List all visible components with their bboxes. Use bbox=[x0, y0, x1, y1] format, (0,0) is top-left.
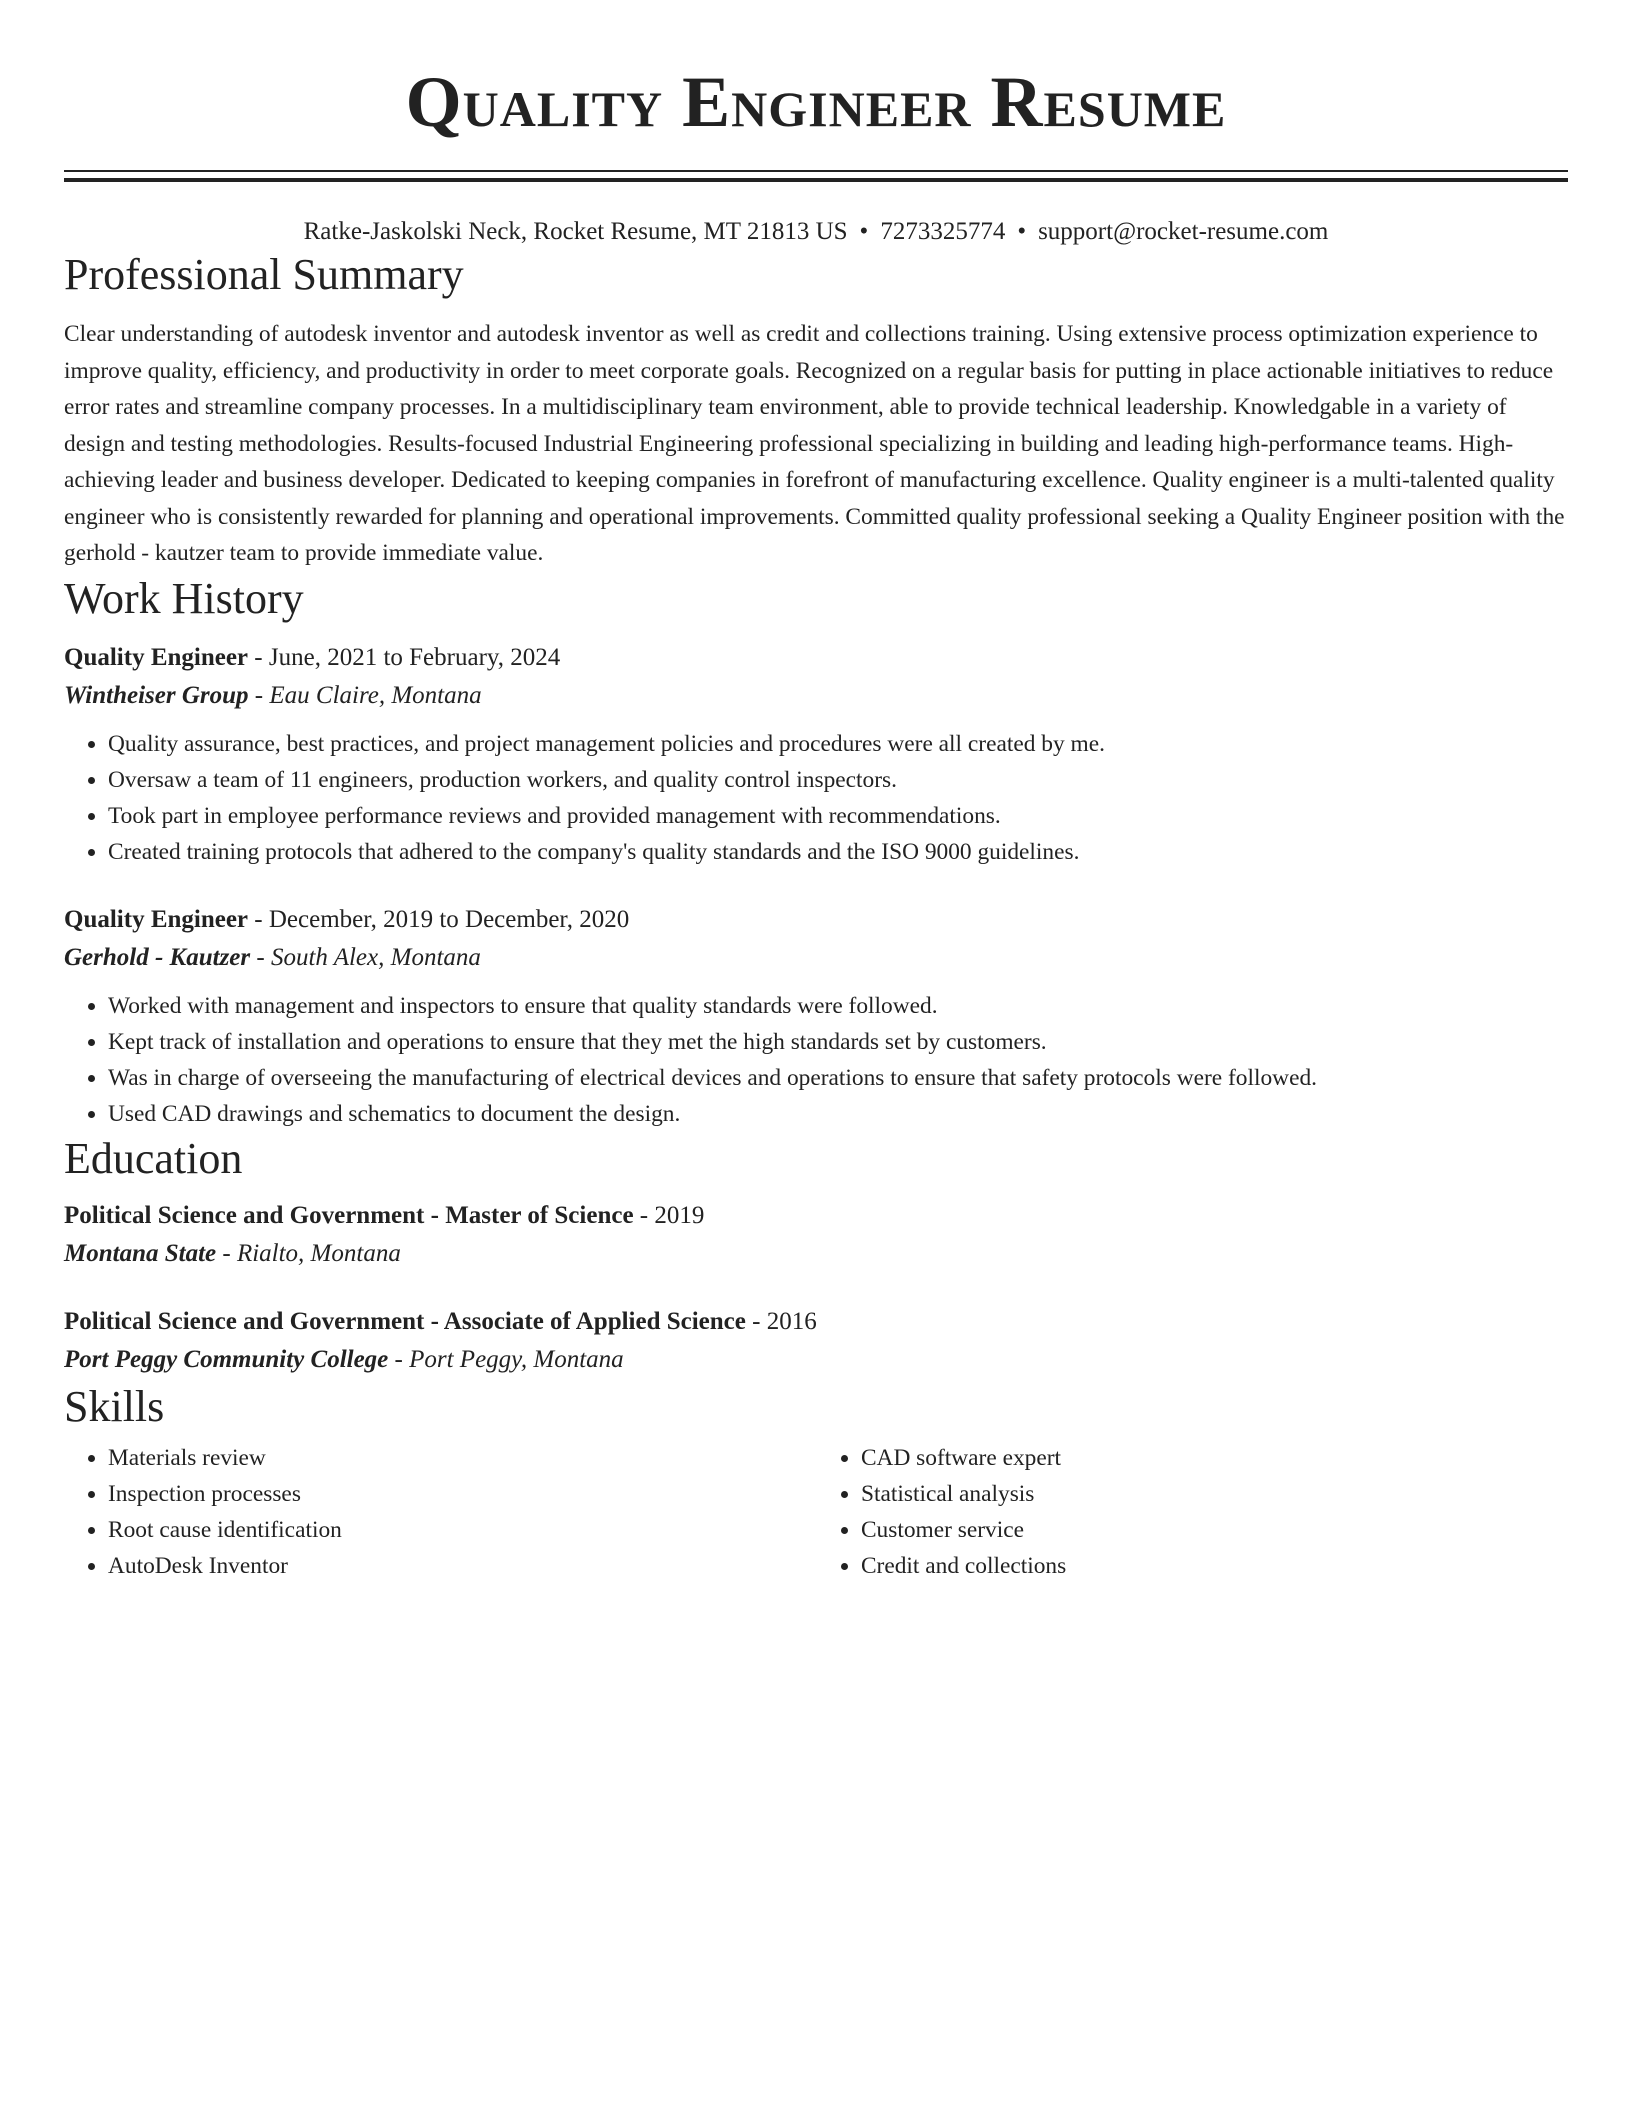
contact-line bbox=[64, 216, 1568, 248]
contact-address: Ratke-Jaskolski Neck, Rocket Resume, MT 21813 US bbox=[303, 218, 848, 245]
skill-item: • Credit and collections bbox=[861, 1548, 1568, 1584]
summary-heading: Professional Summary bbox=[64, 250, 464, 299]
job-bullet: • Quality assurance, best practices, and project management policies and procedures were all created by me. bbox=[108, 726, 1568, 762]
job-entry bbox=[64, 640, 1568, 870]
job-bullets bbox=[64, 726, 1568, 870]
education-degree: Political Science and Government - Master of Science bbox=[64, 1201, 634, 1229]
work-history-heading: Work History bbox=[64, 573, 304, 623]
job-location: - Eau Claire, Montana bbox=[248, 681, 482, 709]
education-location: - Port Peggy, Montana bbox=[388, 1345, 624, 1373]
job-company-line bbox=[64, 938, 1568, 978]
skill-item: • Statistical analysis bbox=[861, 1476, 1568, 1512]
job-company-line bbox=[64, 676, 1568, 716]
education-year: - 2016 bbox=[745, 1307, 817, 1335]
job-bullet: • Used CAD drawings and schematics to document the design. bbox=[108, 1096, 1568, 1132]
contact-separator: • bbox=[1017, 218, 1027, 245]
job-bullet: • Oversaw a team of 11 engineers, production workers, and quality control inspectors. bbox=[108, 762, 1568, 798]
contact-phone: 7273325774 bbox=[880, 218, 1006, 245]
job-bullet: • Created training protocols that adhered to the company's quality standards and the ISO 9000 guidelines. bbox=[108, 834, 1568, 870]
education-location: - Rialto, Montana bbox=[216, 1239, 401, 1267]
skills-heading: Skills bbox=[64, 1381, 165, 1431]
education-degree: Political Science and Government - Associate of Applied Science bbox=[64, 1307, 746, 1335]
skill-item: • CAD software expert bbox=[861, 1440, 1568, 1476]
education-heading: Education bbox=[64, 1133, 243, 1183]
job-entry bbox=[64, 902, 1568, 1132]
education-entry bbox=[64, 1198, 1568, 1274]
education-year: - 2019 bbox=[633, 1201, 705, 1229]
job-title: Quality Engineer bbox=[64, 643, 249, 671]
contact-separator: • bbox=[859, 218, 869, 245]
job-bullets bbox=[64, 988, 1568, 1132]
skills-column-right bbox=[817, 1440, 1568, 1584]
contact-email: support@rocket-resume.com bbox=[1038, 218, 1329, 245]
title-divider-thin bbox=[64, 170, 1568, 172]
job-bullet: • Took part in employee performance reviews and provided management with recommendations. bbox=[108, 798, 1568, 834]
job-dates: - December, 2019 to December, 2020 bbox=[248, 905, 630, 933]
skill-item: • Inspection processes bbox=[108, 1476, 817, 1512]
job-title-line bbox=[64, 902, 1568, 938]
education-school-line bbox=[64, 1234, 1568, 1274]
skills-grid bbox=[64, 1440, 1568, 1584]
resume-title: Quality Engineer Resume bbox=[405, 62, 1227, 142]
job-company: Gerhold - Kautzer bbox=[64, 943, 251, 971]
summary-text: Clear understanding of autodesk inventor and autodesk inventor as well as credit and collections training. Using extensive process optimization experience to improve quality, efficiency, and productivity in order to meet corporate goals. Recognized on a regular basis for putting in place actionable initiatives to reduce error rates and streamline company processes. In a multidisciplinary team environment, able to provide technical leadership. Knowledgable in a variety of design and testing methodologies. Results-focused Industrial Engineering professional specializing in building and leading high-performance teams. High-achieving leader and business developer. Dedicated to keeping companies in forefront of manufacturing excellence. Quality engineer is a multi-talented quality engineer who is consistently rewarded for planning and operational improvements. Committed quality professional seeking a Quality Engineer position with the gerhold - kautzer team to provide immediate value. bbox=[64, 321, 1565, 566]
education-school: Montana State bbox=[64, 1239, 217, 1267]
job-company: Wintheiser Group bbox=[64, 681, 249, 709]
skill-item: • AutoDesk Inventor bbox=[108, 1548, 817, 1584]
job-title-line bbox=[64, 640, 1568, 676]
education-degree-line bbox=[64, 1304, 1568, 1340]
title-divider-thick bbox=[64, 178, 1568, 182]
skill-item: • Root cause identification bbox=[108, 1512, 817, 1548]
job-title: Quality Engineer bbox=[64, 905, 249, 933]
education-entry bbox=[64, 1304, 1568, 1380]
job-bullet: • Worked with management and inspectors to ensure that quality standards were followed. bbox=[108, 988, 1568, 1024]
education-degree-line bbox=[64, 1198, 1568, 1234]
education-school-line bbox=[64, 1340, 1568, 1380]
skills-column-left bbox=[64, 1440, 817, 1584]
job-location: - South Alex, Montana bbox=[250, 943, 481, 971]
job-bullet: • Kept track of installation and operations to ensure that they met the high standards set by customers. bbox=[108, 1024, 1568, 1060]
education-school: Port Peggy Community College bbox=[64, 1345, 389, 1373]
job-dates: - June, 2021 to February, 2024 bbox=[248, 643, 561, 671]
skill-item: • Customer service bbox=[861, 1512, 1568, 1548]
skill-item: • Materials review bbox=[108, 1440, 817, 1476]
job-bullet: • Was in charge of overseeing the manufacturing of electrical devices and operations to ensure that safety protocols were followed. bbox=[108, 1060, 1568, 1096]
